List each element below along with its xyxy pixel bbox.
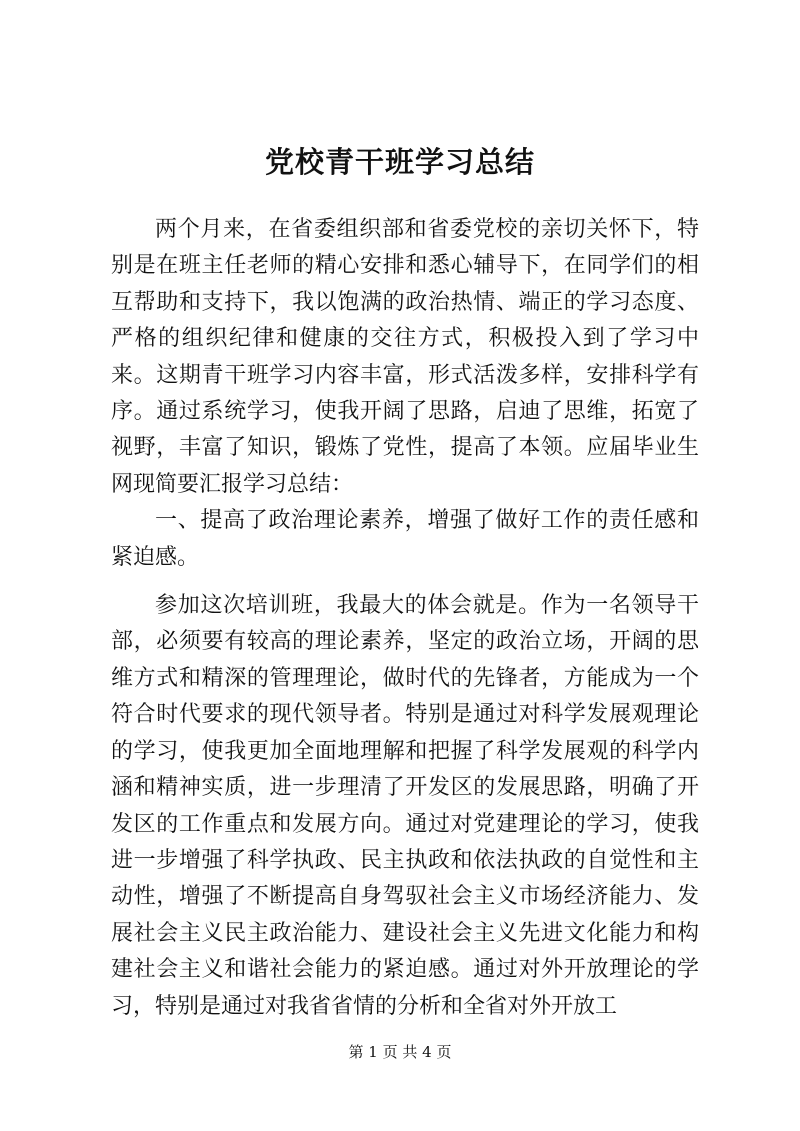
document-title: 党校青干班学习总结: [264, 145, 535, 179]
page-footer: 第 1 页 共 4 页: [348, 1043, 452, 1061]
paragraph-intro: 两个月来，在省委组织部和省委党校的亲切关怀下，特别是在班主任老师的精心安排和悉心辅导下，在同学们的相互帮助和支持下，我以饱满的政治热情、端正的学习态度、严格的组织纪律和健康的交往方式，积极投入到了学习中来。这期青干班学习内容丰富，形式活泼多样，安排科学有序。通过系统学习，使我开阔了思路，启迪了思维，拓宽了视野，丰富了知识，锻炼了党性，提高了本领。应届毕业生网现简要汇报学习总结：: [111, 217, 699, 497]
paragraph-section-heading: 一、提高了政治理论素养，增强了做好工作的责任感和紧迫感。: [111, 508, 699, 570]
document-body: [111, 212, 699, 1025]
paragraph-spacer: [111, 576, 699, 588]
paragraph-body: 参加这次培训班，我最大的体会就是。作为一名领导干部，必须要有较高的理论素养，坚定的政治立场，开阔的思维方式和精深的管理理论，做时代的先锋者，方能成为一个符合时代要求的现代领导者。特别是通过对科学发展观理论的学习，使我更加全面地理解和把握了科学发展观的科学内涵和精神实质，进一步理清了开发区的发展思路，明确了开发区的工作重点和发展方向。通过对党建理论的学习，使我进一步增强了科学执政、民主执政和依法执政的自觉性和主动性，增强了不断提高自身驾驭社会主义市场经济能力、发展社会主义民主政治能力、建设社会主义先进文化能力和构建社会主义和谐社会能力的紧迫感。通过对外开放理论的学习，特别是通过对我省省情的分析和全省对外开放工: [111, 593, 699, 1019]
